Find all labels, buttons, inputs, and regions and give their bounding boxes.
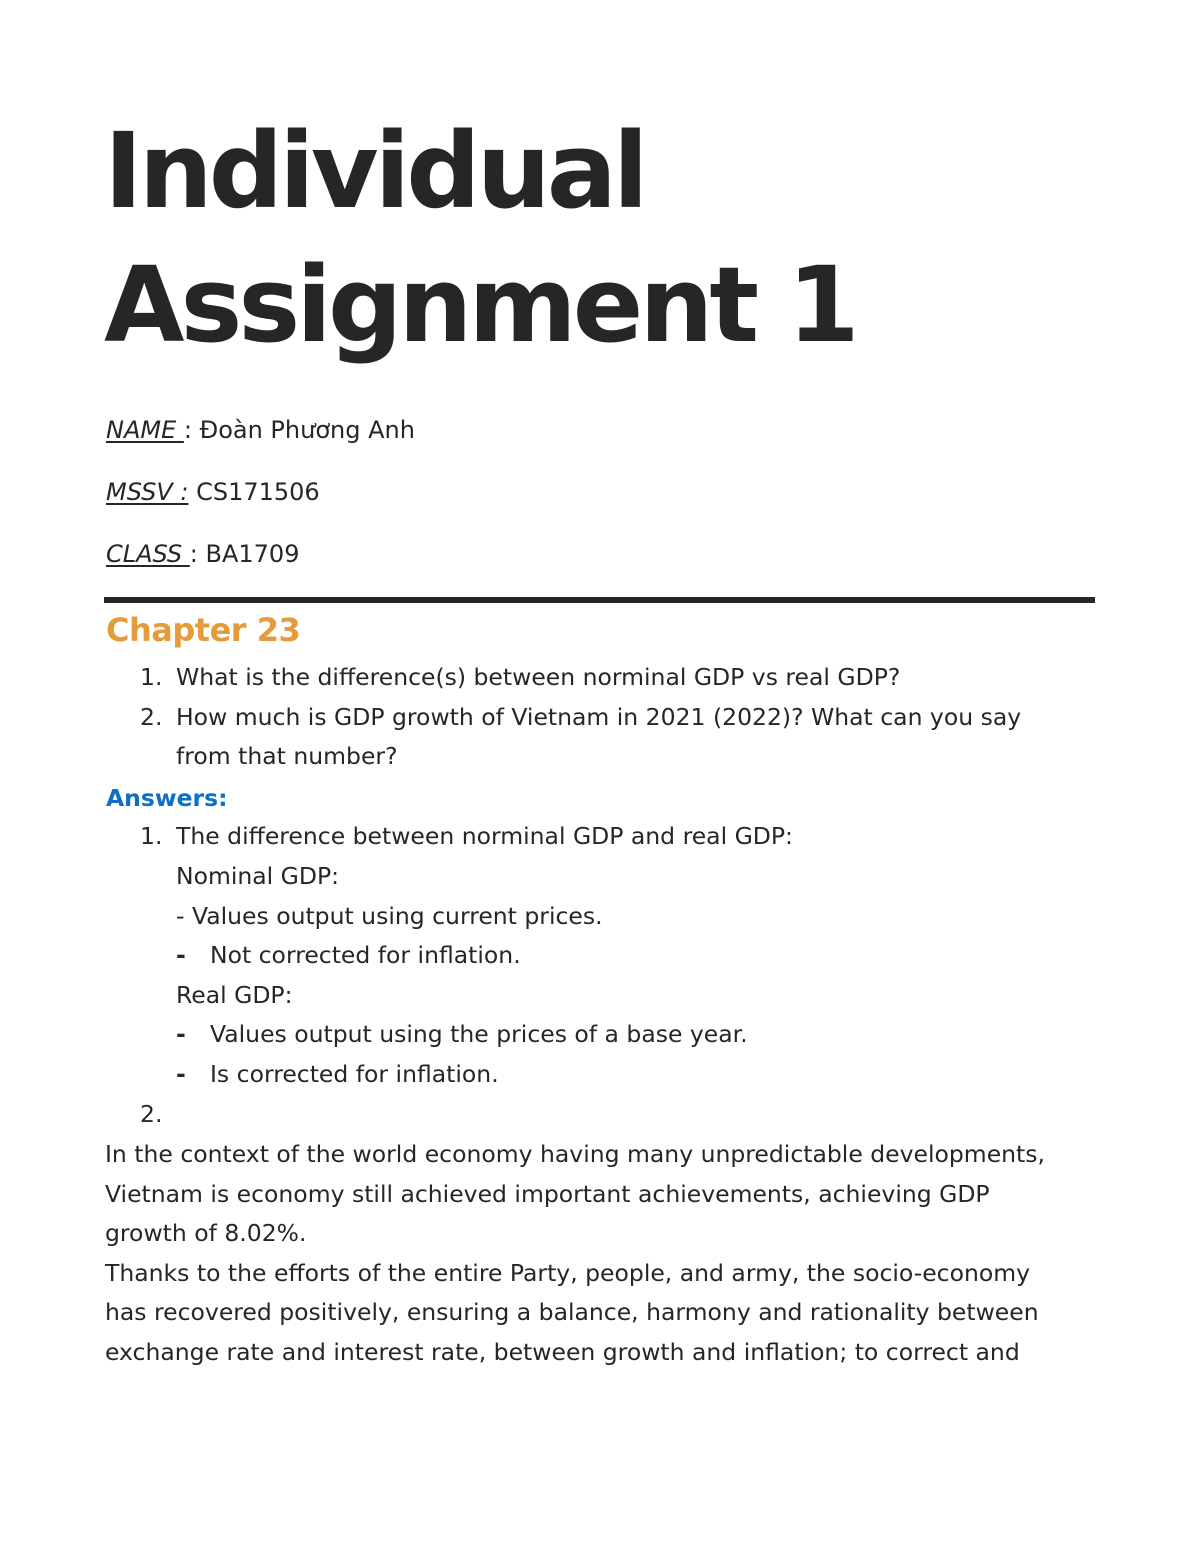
answer-2-number: 2. xyxy=(140,1100,163,1128)
title-line-2: Assignment 1 xyxy=(104,244,856,366)
question-2-text-line-2: from that number? xyxy=(176,742,398,770)
nominal-gdp-point-2-dash: - xyxy=(176,941,186,969)
answer-1-intro: The difference between norminal GDP and real GDP: xyxy=(176,822,793,850)
real-gdp-point-1: Values output using the prices of a base year. xyxy=(210,1020,748,1048)
mssv-value: CS171506 xyxy=(188,478,320,506)
answer-2-paragraph-2-line-1: Thanks to the efforts of the entire Party, people, and army, the socio-economy xyxy=(105,1259,1031,1287)
answer-2-paragraph-2-line-2: has recovered positively, ensuring a balance, harmony and rationality between xyxy=(105,1298,1039,1326)
real-gdp-point-1-dash: - xyxy=(176,1020,186,1048)
answer-2-paragraph-1-line-2: Vietnam is economy still achieved important achievements, achieving GDP xyxy=(105,1180,990,1208)
real-gdp-point-2: Is corrected for inflation. xyxy=(210,1060,499,1088)
mssv-label: MSSV : xyxy=(106,478,189,506)
student-class-row xyxy=(106,539,299,569)
class-label: CLASS xyxy=(106,540,190,568)
question-1-number: 1. xyxy=(140,663,163,691)
nominal-gdp-point-1: - Values output using current prices. xyxy=(176,902,603,930)
chapter-heading: Chapter 23 xyxy=(106,611,301,649)
real-gdp-point-2-dash: - xyxy=(176,1060,186,1088)
answer-1-number: 1. xyxy=(140,822,163,850)
question-1-text: What is the difference(s) between norminal GDP vs real GDP? xyxy=(176,663,901,691)
document-title xyxy=(104,104,856,372)
answer-2-paragraph-2-line-3: exchange rate and interest rate, between growth and inflation; to correct and xyxy=(105,1338,1020,1366)
question-2-text-line-1: How much is GDP growth of Vietnam in 2021 (2022)? What can you say xyxy=(176,703,1022,731)
answers-heading: Answers: xyxy=(106,784,228,812)
answer-2-paragraph-1-line-3: growth of 8.02%. xyxy=(105,1219,307,1247)
name-value: : Đoàn Phương Anh xyxy=(183,416,415,444)
nominal-gdp-point-2: Not corrected for inflation. xyxy=(210,941,521,969)
class-value: : BA1709 xyxy=(189,540,300,568)
nominal-gdp-heading: Nominal GDP: xyxy=(176,862,340,890)
student-name-row xyxy=(106,415,415,445)
answer-2-paragraph-1-line-1: In the context of the world economy having many unpredictable developments, xyxy=(105,1140,1045,1168)
student-id-row xyxy=(106,477,320,507)
name-label: NAME xyxy=(106,416,184,444)
horizontal-divider xyxy=(104,597,1095,603)
real-gdp-heading: Real GDP: xyxy=(176,981,293,1009)
question-2-number: 2. xyxy=(140,703,163,731)
title-line-1: Individual xyxy=(104,110,645,232)
